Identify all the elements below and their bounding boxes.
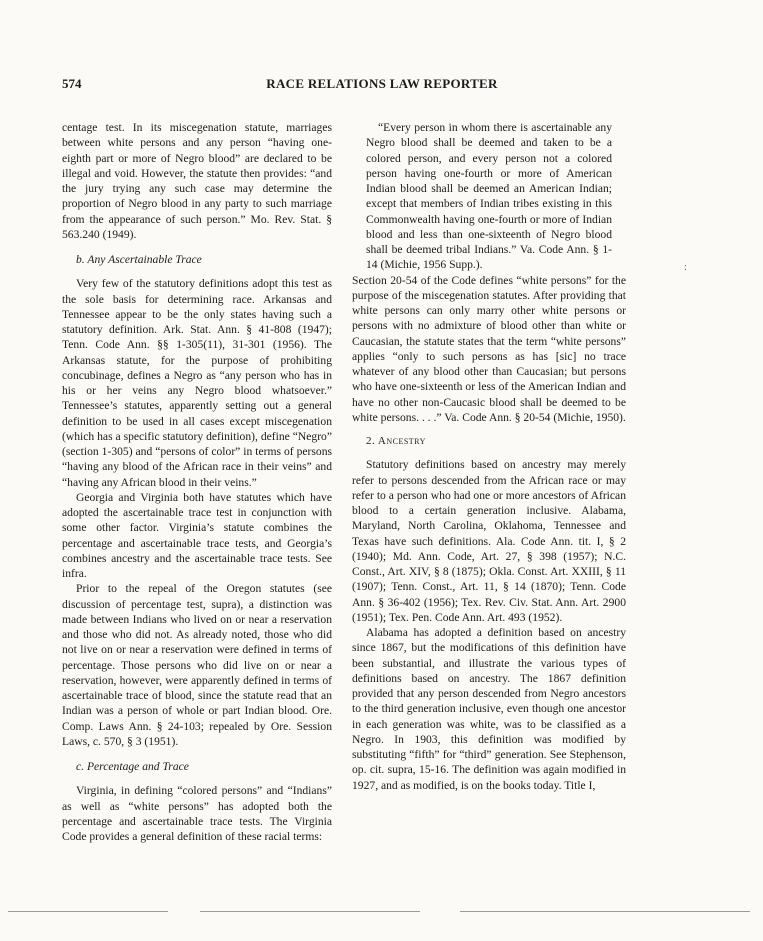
- paragraph: Alabama has adopted a definition based on ancestry since 1867, but the modifications of this definition have been substantial, and illustrate the various types of definitions based on ancestry. The 1867 definition provided that any person descended from Negro ancestors to the third generation inclusive, even though one ancestor in each generation was white, was to be classified as a Negro. In 1903, this definition was modified by substituting “fifth” for “third” generation. See Stephenson, op. cit. supra, 15-16. The definition was again modified in 1927, and as modified, is on the books today. Title I,: [352, 626, 626, 792]
- section-letter: b.: [76, 253, 85, 266]
- right-column: [352, 120, 626, 793]
- margin-mark: :: [684, 262, 687, 273]
- section-letter: c.: [76, 760, 85, 773]
- left-column: [62, 120, 332, 844]
- page-number: 574: [62, 76, 82, 91]
- bottom-rule: [460, 911, 750, 912]
- paragraph: Section 20-54 of the Code defines “white persons” for the purpose of the miscegenation statutes. After providing that white persons can only marry other white persons or persons with no admixture of blood other than white or Caucasian, the statute states that the term “white persons” applies “only to such persons as has [sic] no trace whatever of any blood other than Caucasian; but persons who have one-sixteenth or less of the American Indian and have no other non-Caucasic blood shall be deemed to be white persons. . . .” Va. Code Ann. § 20-54 (Michie, 1950).: [352, 273, 626, 424]
- section-heading: [62, 759, 332, 774]
- paragraph: Virginia, in defining “colored persons” and “Indians” as well as “white persons” has adopted both the percentage and ascertainable trace tests. The Virginia Code provides a general definition of these racial terms:: [62, 784, 332, 843]
- running-header: [62, 76, 702, 96]
- paragraph: Very few of the statutory definitions adopt this test as the sole basis for determining race. Arkansas and Tennessee appear to be the only states having such a statutory definition. Ark. Stat. Ann. § 41-808 (1947); Tenn. Code Ann. §§ 1-305(11), 31-301 (1956). The Arkansas statute, for the purpose of prohibiting concubinage, defines a Negro as “any person who has in his or her veins any Negro blood whatsoever.” Tennessee’s statutes, apparently setting out a general definition to be used in all cases except miscegenation (which has a specific statutory definition), define “Negro” (section 1-305) and “persons of color” in terms of persons “having any blood of the African race in their veins” and “having any African blood in their veins.”: [62, 277, 332, 489]
- running-title: RACE RELATIONS LAW REPORTER: [266, 76, 498, 91]
- section-title: Any Ascertainable Trace: [87, 253, 202, 266]
- paragraph: centage test. In its miscegenation statute, marriages between white persons and any person “having one-eighth part or more of Negro blood” are declared to be illegal and void. However, the statute then provides: “and the jury trying any such case may determine the proportion of Negro blood in any party to such marriage from the appearance of such person.” Mo. Rev. Stat. § 563.240 (1949).: [62, 121, 332, 241]
- section-heading: 2. Ancestry: [366, 435, 426, 447]
- bottom-rule: [200, 911, 420, 912]
- paragraph: Prior to the repeal of the Oregon statutes (see discussion of percentage test, supra), a distinction was made between Indians who lived on or near a reservation and those who did not. As already noted, those who did not live on or near a reservation were defined in terms of percentage. Those persons who did live on or near a reservation, however, were apparently defined in terms of ascertainable trace of blood, since the statute read that an Indian was a person of whole or part Indian blood. Ore. Comp. Laws Ann. § 24-103; repealed by Ore. Session Laws, c. 570, § 3 (1951).: [62, 582, 332, 748]
- paragraph: Statutory definitions based on ancestry may merely refer to persons descended from the African race or may refer to a person who had one or more ancestors of African blood to a certain generation inclusive. Alabama, Maryland, North Carolina, Oklahoma, Tennessee and Texas have such definitions. Ala. Code Ann. tit. I, § 2 (1940); Md. Ann. Code, Art. 27, § 398 (1957); N.C. Const., Art. XIV, § 8 (1875); Okla. Const. Art. XXIII, § 11 (1907); Tenn. Const., Art. 11, § 14 (1870); Tenn. Code Ann. § 36-402 (1956); Tex. Rev. Civ. Stat. Ann. Art. 2900 (1951); Tex. Pen. Code Ann. Art. 493 (1952).: [352, 458, 626, 624]
- section-heading: [62, 252, 332, 267]
- section-title: Percentage and Trace: [86, 760, 189, 773]
- block-quote: “Every person in whom there is ascertainable any Negro blood shall be deemed and taken to be a colored person, and every person not a colored person having one-fourth or more of American Indian blood shall be deemed an American Indian; except that members of Indian tribes existing in this Commonwealth having one-fourth or more of Indian blood and less than one-sixteenth of Negro blood shall be deemed tribal Indians.” Va. Code Ann. § 1-14 (Michie, 1956 Supp.).: [366, 121, 612, 272]
- bottom-rule: [8, 911, 168, 912]
- paragraph: Georgia and Virginia both have statutes which have adopted the ascertainable trace test in conjunction with some other factor. Virginia’s statute combines the percentage and ascertainable trace tests, and Georgia’s combines ancestry and the ascertainable trace tests. See infra.: [62, 490, 332, 580]
